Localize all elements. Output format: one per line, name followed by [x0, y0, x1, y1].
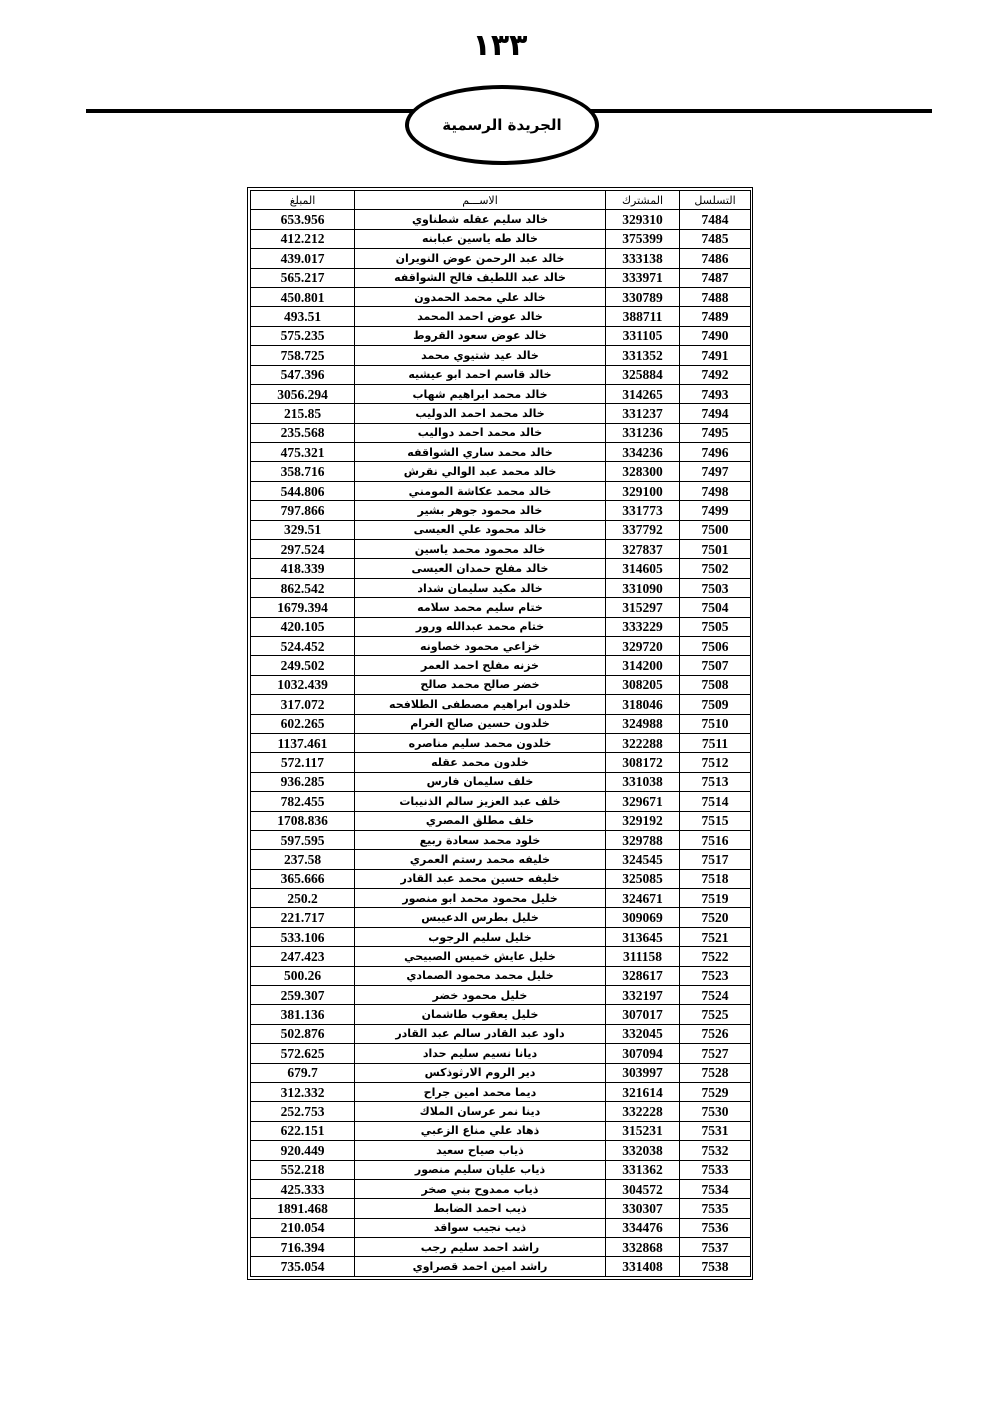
subscriber-cell: 388711 [606, 307, 680, 326]
name-cell: خالد قاسم احمد ابو عيشيه [355, 365, 606, 384]
table-row [251, 869, 751, 888]
table-row [251, 1082, 751, 1101]
table-row [251, 947, 751, 966]
table-row [251, 617, 751, 636]
subscriber-cell: 337792 [606, 520, 680, 539]
name-cell: خالد محمد عبد الوالي نقرش [355, 462, 606, 481]
subscriber-cell: 313645 [606, 927, 680, 946]
serial-cell: 7500 [680, 520, 751, 539]
table-row [251, 249, 751, 268]
amount-cell: 575.235 [251, 326, 355, 345]
subscriber-cell: 315297 [606, 598, 680, 617]
subscriber-cell: 311158 [606, 947, 680, 966]
table-row [251, 540, 751, 559]
subscriber-cell: 331236 [606, 423, 680, 442]
subscriber-cell: 314200 [606, 656, 680, 675]
name-cell: خالد عوض سعود القروط [355, 326, 606, 345]
table-row [251, 501, 751, 520]
amount-cell: 500.26 [251, 966, 355, 985]
table-row [251, 695, 751, 714]
name-cell: خالد محمد ابراهيم شهاب [355, 384, 606, 403]
serial-cell: 7497 [680, 462, 751, 481]
table-row [251, 1199, 751, 1218]
amount-cell: 235.568 [251, 423, 355, 442]
table-row [251, 675, 751, 694]
amount-cell: 524.452 [251, 636, 355, 655]
name-cell: خزنه مفلح احمد العمر [355, 656, 606, 675]
name-cell: خالد عوض احمد المحمد [355, 307, 606, 326]
amount-cell: 1679.394 [251, 598, 355, 617]
amount-cell: 782.455 [251, 792, 355, 811]
name-cell: ديما محمد امين جراح [355, 1082, 606, 1101]
table-row [251, 986, 751, 1005]
serial-cell: 7506 [680, 636, 751, 655]
amount-cell: 237.58 [251, 850, 355, 869]
name-cell: راشد احمد سليم رجب [355, 1238, 606, 1257]
name-cell: ذياب عليان سليم منصور [355, 1160, 606, 1179]
subscriber-cell: 375399 [606, 229, 680, 248]
subscriber-cell: 330307 [606, 1199, 680, 1218]
table-row [251, 714, 751, 733]
serial-cell: 7524 [680, 986, 751, 1005]
subscriber-cell: 331090 [606, 578, 680, 597]
serial-cell: 7494 [680, 404, 751, 423]
serial-cell: 7487 [680, 268, 751, 287]
subscriber-cell: 307017 [606, 1005, 680, 1024]
subscriber-cell: 333971 [606, 268, 680, 287]
serial-cell: 7512 [680, 753, 751, 772]
table-row [251, 1141, 751, 1160]
amount-cell: 565.217 [251, 268, 355, 287]
subscriber-cell: 314605 [606, 559, 680, 578]
table-row [251, 229, 751, 248]
serial-cell: 7514 [680, 792, 751, 811]
gazette-title: الجريدة الرسمية [442, 116, 562, 134]
header-subscriber: المشترك [606, 191, 680, 210]
subscriber-cell: 332868 [606, 1238, 680, 1257]
subscriber-cell: 303997 [606, 1063, 680, 1082]
amount-cell: 249.502 [251, 656, 355, 675]
serial-cell: 7508 [680, 675, 751, 694]
name-cell: خالد محمد احمد دواليب [355, 423, 606, 442]
name-cell: خالد علي محمد الحمدون [355, 287, 606, 306]
name-cell: ختام محمد عبدالله ورور [355, 617, 606, 636]
subscriber-cell: 331352 [606, 346, 680, 365]
subscriber-cell: 328617 [606, 966, 680, 985]
amount-cell: 381.136 [251, 1005, 355, 1024]
name-cell: خزاعي محمود خصاونه [355, 636, 606, 655]
serial-cell: 7502 [680, 559, 751, 578]
table-row [251, 307, 751, 326]
table-row [251, 1218, 751, 1237]
serial-cell: 7534 [680, 1179, 751, 1198]
amount-cell: 797.866 [251, 501, 355, 520]
table-row [251, 443, 751, 462]
serial-cell: 7509 [680, 695, 751, 714]
table-row [251, 1257, 751, 1276]
subscriber-cell: 331362 [606, 1160, 680, 1179]
table-row [251, 1160, 751, 1179]
name-cell: خلدون حسين صالح الغرام [355, 714, 606, 733]
table-row [251, 384, 751, 403]
serial-cell: 7521 [680, 927, 751, 946]
serial-cell: 7499 [680, 501, 751, 520]
amount-cell: 475.321 [251, 443, 355, 462]
subscriber-cell: 331105 [606, 326, 680, 345]
name-cell: خليل بطرس الدعيبس [355, 908, 606, 927]
subscriber-cell: 329100 [606, 481, 680, 500]
amount-cell: 597.595 [251, 830, 355, 849]
table-row [251, 598, 751, 617]
amount-cell: 425.333 [251, 1179, 355, 1198]
serial-cell: 7504 [680, 598, 751, 617]
name-cell: خالد محمد ساري الشواقفه [355, 443, 606, 462]
serial-cell: 7516 [680, 830, 751, 849]
table-row [251, 792, 751, 811]
amount-cell: 247.423 [251, 947, 355, 966]
serial-cell: 7513 [680, 772, 751, 791]
serial-cell: 7529 [680, 1082, 751, 1101]
table-row [251, 578, 751, 597]
name-cell: خالد طه ياسين عبابنه [355, 229, 606, 248]
subscriber-cell: 322288 [606, 733, 680, 752]
serial-cell: 7484 [680, 210, 751, 229]
amount-cell: 312.332 [251, 1082, 355, 1101]
subscriber-cell: 314265 [606, 384, 680, 403]
amount-cell: 572.625 [251, 1044, 355, 1063]
subscriber-cell: 325884 [606, 365, 680, 384]
table-row [251, 966, 751, 985]
name-cell: ديانا نسيم سليم حداد [355, 1044, 606, 1063]
amount-cell: 1032.439 [251, 675, 355, 694]
subscriber-cell: 308172 [606, 753, 680, 772]
name-cell: خالد عيد شتيوي محمد [355, 346, 606, 365]
table-row [251, 1238, 751, 1257]
name-cell: خالد عبد اللطيف فالح الشواقفه [355, 268, 606, 287]
table-row [251, 1044, 751, 1063]
name-cell: خليل محمود خضر [355, 986, 606, 1005]
table-row [251, 1005, 751, 1024]
amount-cell: 412.212 [251, 229, 355, 248]
amount-cell: 920.449 [251, 1141, 355, 1160]
name-cell: خلف مطلق المصري [355, 811, 606, 830]
name-cell: ذهاد علي مناع الزعبي [355, 1121, 606, 1140]
amount-cell: 297.524 [251, 540, 355, 559]
serial-cell: 7527 [680, 1044, 751, 1063]
subscriber-cell: 332038 [606, 1141, 680, 1160]
amount-cell: 252.753 [251, 1102, 355, 1121]
name-cell: خليل سليم الرجوب [355, 927, 606, 946]
table-row [251, 927, 751, 946]
table-row [251, 1179, 751, 1198]
serial-cell: 7510 [680, 714, 751, 733]
amount-cell: 317.072 [251, 695, 355, 714]
amount-cell: 679.7 [251, 1063, 355, 1082]
amount-cell: 936.285 [251, 772, 355, 791]
serial-cell: 7491 [680, 346, 751, 365]
amount-cell: 250.2 [251, 889, 355, 908]
table-row [251, 481, 751, 500]
serial-cell: 7536 [680, 1218, 751, 1237]
name-cell: خليل يعقوب طاشمان [355, 1005, 606, 1024]
table-row [251, 1024, 751, 1043]
amount-cell: 544.806 [251, 481, 355, 500]
page-number: ١٣٣ [472, 28, 528, 63]
amount-cell: 420.105 [251, 617, 355, 636]
table-row [251, 1063, 751, 1082]
serial-cell: 7538 [680, 1257, 751, 1276]
serial-cell: 7526 [680, 1024, 751, 1043]
serial-cell: 7488 [680, 287, 751, 306]
subscriber-cell: 334476 [606, 1218, 680, 1237]
subscriber-cell: 309069 [606, 908, 680, 927]
table-row [251, 559, 751, 578]
table-row [251, 365, 751, 384]
subscriber-cell: 333229 [606, 617, 680, 636]
serial-cell: 7525 [680, 1005, 751, 1024]
subscriber-cell: 315231 [606, 1121, 680, 1140]
subscriber-cell: 318046 [606, 695, 680, 714]
table-row [251, 830, 751, 849]
subscriber-cell: 330789 [606, 287, 680, 306]
amount-cell: 215.85 [251, 404, 355, 423]
serial-cell: 7501 [680, 540, 751, 559]
name-cell: خالد محمود محمد ياسين [355, 540, 606, 559]
name-cell: خليفه محمد رستم العمري [355, 850, 606, 869]
header-serial: التسلسل [680, 191, 751, 210]
name-cell: خالد مفلح حمدان العيسى [355, 559, 606, 578]
table-row [251, 811, 751, 830]
amount-cell: 735.054 [251, 1257, 355, 1276]
subscriber-cell: 331773 [606, 501, 680, 520]
table-row [251, 733, 751, 752]
amount-cell: 653.956 [251, 210, 355, 229]
subscriber-cell: 307094 [606, 1044, 680, 1063]
header-oval [405, 85, 599, 165]
amount-cell: 418.339 [251, 559, 355, 578]
name-cell: خليل محمد محمود الصمادي [355, 966, 606, 985]
subscriber-cell: 324671 [606, 889, 680, 908]
amount-cell: 533.106 [251, 927, 355, 946]
name-cell: ذيب نجيب سواقد [355, 1218, 606, 1237]
amount-cell: 365.666 [251, 869, 355, 888]
table-row [251, 636, 751, 655]
serial-cell: 7537 [680, 1238, 751, 1257]
serial-cell: 7503 [680, 578, 751, 597]
table-row [251, 404, 751, 423]
amount-cell: 862.542 [251, 578, 355, 597]
name-cell: دينا نمر عرسان الملاك [355, 1102, 606, 1121]
subscriber-cell: 324988 [606, 714, 680, 733]
subscriber-cell: 332197 [606, 986, 680, 1005]
amount-cell: 1137.461 [251, 733, 355, 752]
serial-cell: 7485 [680, 229, 751, 248]
name-cell: دير الروم الارثوذكس [355, 1063, 606, 1082]
name-cell: ذياب ممدوح بني صخر [355, 1179, 606, 1198]
subscriber-cell: 325085 [606, 869, 680, 888]
table-row [251, 1121, 751, 1140]
name-cell: خالد محمد احمد الدوليب [355, 404, 606, 423]
serial-cell: 7522 [680, 947, 751, 966]
subscriber-cell: 304572 [606, 1179, 680, 1198]
subscriber-cell: 331237 [606, 404, 680, 423]
name-cell: خالد عبد الرحمن عوض النويران [355, 249, 606, 268]
name-cell: خالد مكيد سليمان شداد [355, 578, 606, 597]
amount-cell: 3056.294 [251, 384, 355, 403]
subscriber-cell: 329671 [606, 792, 680, 811]
name-cell: خالد سليم عقله شطناوي [355, 210, 606, 229]
serial-cell: 7523 [680, 966, 751, 985]
serial-cell: 7528 [680, 1063, 751, 1082]
subscriber-cell: 327837 [606, 540, 680, 559]
subscriber-cell: 328300 [606, 462, 680, 481]
amount-cell: 210.054 [251, 1218, 355, 1237]
amount-cell: 493.51 [251, 307, 355, 326]
name-cell: خالد محمود جوهر بشير [355, 501, 606, 520]
name-cell: ذياب صياح سعيد [355, 1141, 606, 1160]
header-amount: المبلغ [251, 191, 355, 210]
name-cell: خلدون محمد سليم مناصره [355, 733, 606, 752]
amount-cell: 450.801 [251, 287, 355, 306]
table-row [251, 772, 751, 791]
name-cell: خالد محمد عكاشة المومني [355, 481, 606, 500]
amount-cell: 439.017 [251, 249, 355, 268]
serial-cell: 7492 [680, 365, 751, 384]
serial-cell: 7495 [680, 423, 751, 442]
subscriber-cell: 334236 [606, 443, 680, 462]
serial-cell: 7489 [680, 307, 751, 326]
amount-cell: 1891.468 [251, 1199, 355, 1218]
amount-cell: 622.151 [251, 1121, 355, 1140]
serial-cell: 7532 [680, 1141, 751, 1160]
subscriber-cell: 331408 [606, 1257, 680, 1276]
serial-cell: 7531 [680, 1121, 751, 1140]
table-row [251, 753, 751, 772]
amount-cell: 1708.836 [251, 811, 355, 830]
subscriber-cell: 329720 [606, 636, 680, 655]
name-cell: خالد محمود علي العيسى [355, 520, 606, 539]
name-cell: خلود محمد سعادة ربيع [355, 830, 606, 849]
table-header-row [251, 191, 751, 210]
subscriber-cell: 332228 [606, 1102, 680, 1121]
amount-cell: 259.307 [251, 986, 355, 1005]
amount-cell: 358.716 [251, 462, 355, 481]
table-row [251, 210, 751, 229]
amount-cell: 716.394 [251, 1238, 355, 1257]
subscriber-cell: 329192 [606, 811, 680, 830]
amount-cell: 758.725 [251, 346, 355, 365]
name-cell: خلدون ابراهيم مصطفى الطلافحه [355, 695, 606, 714]
amount-cell: 221.717 [251, 908, 355, 927]
amount-cell: 552.218 [251, 1160, 355, 1179]
serial-cell: 7515 [680, 811, 751, 830]
table-row [251, 268, 751, 287]
name-cell: ختام سليم محمد سلامه [355, 598, 606, 617]
name-cell: ذيب احمد الضابط [355, 1199, 606, 1218]
table-row [251, 908, 751, 927]
table-row [251, 1102, 751, 1121]
table-row [251, 656, 751, 675]
name-cell: راشد امين احمد قصراوي [355, 1257, 606, 1276]
serial-cell: 7518 [680, 869, 751, 888]
name-cell: خلف سليمان فارس [355, 772, 606, 791]
amount-cell: 602.265 [251, 714, 355, 733]
amount-cell: 572.117 [251, 753, 355, 772]
serial-cell: 7486 [680, 249, 751, 268]
serial-cell: 7533 [680, 1160, 751, 1179]
table-row [251, 889, 751, 908]
table-row [251, 462, 751, 481]
amount-cell: 329.51 [251, 520, 355, 539]
serial-cell: 7519 [680, 889, 751, 908]
subscriber-cell: 329788 [606, 830, 680, 849]
table-row [251, 850, 751, 869]
serial-cell: 7493 [680, 384, 751, 403]
table-body [251, 210, 751, 1276]
serial-cell: 7505 [680, 617, 751, 636]
subscriber-cell: 308205 [606, 675, 680, 694]
subscriber-cell: 321614 [606, 1082, 680, 1101]
header-name: الاســـم [355, 191, 606, 210]
subscriber-cell: 333138 [606, 249, 680, 268]
name-cell: خضر صالح محمد صالح [355, 675, 606, 694]
name-cell: داود عبد القادر سالم عبد القادر [355, 1024, 606, 1043]
subscriber-cell: 332045 [606, 1024, 680, 1043]
amount-cell: 502.876 [251, 1024, 355, 1043]
subscriber-cell: 324545 [606, 850, 680, 869]
name-cell: خليل محمود محمد ابو منصور [355, 889, 606, 908]
serial-cell: 7507 [680, 656, 751, 675]
table-row [251, 423, 751, 442]
subscriber-cell: 331038 [606, 772, 680, 791]
serial-cell: 7530 [680, 1102, 751, 1121]
serial-cell: 7498 [680, 481, 751, 500]
table-row [251, 287, 751, 306]
serial-cell: 7490 [680, 326, 751, 345]
name-cell: خليل عايش خميس الصبيحي [355, 947, 606, 966]
serial-cell: 7520 [680, 908, 751, 927]
name-cell: خلدون محمد عقله [355, 753, 606, 772]
subscriber-cell: 329310 [606, 210, 680, 229]
serial-cell: 7517 [680, 850, 751, 869]
table-row [251, 326, 751, 345]
payments-table [247, 187, 753, 1280]
table-row [251, 346, 751, 365]
serial-cell: 7496 [680, 443, 751, 462]
name-cell: خلف عبد العزيز سالم الذنيبات [355, 792, 606, 811]
table-row [251, 520, 751, 539]
serial-cell: 7535 [680, 1199, 751, 1218]
name-cell: خليفه حسين محمد عبد القادر [355, 869, 606, 888]
amount-cell: 547.396 [251, 365, 355, 384]
serial-cell: 7511 [680, 733, 751, 752]
